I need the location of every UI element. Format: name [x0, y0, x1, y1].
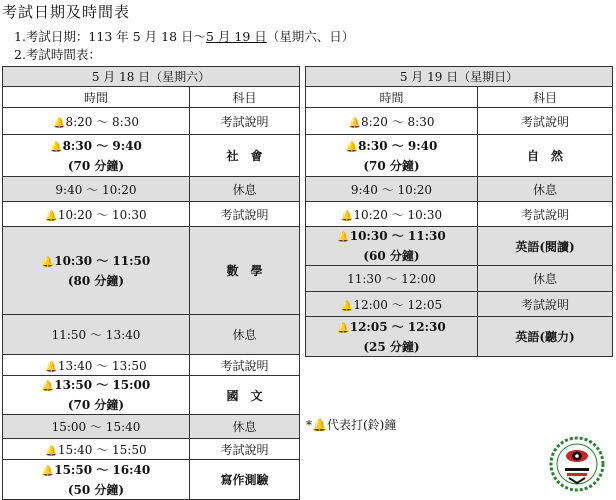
subject-cell: 考試說明 [478, 108, 613, 135]
duration: (70 分鐘) [363, 158, 420, 173]
subject-cell: 考試說明 [478, 202, 613, 227]
subject-cell: 寫作測驗 [190, 460, 300, 500]
subject-cell: 休息 [190, 177, 300, 202]
subject-cell: 休息 [478, 266, 613, 292]
bell-legend-note: *🔔代表打(鈴)鐘 [306, 418, 397, 432]
bell-icon: 🔔 [345, 141, 359, 153]
duration: (70 分鐘) [67, 398, 125, 412]
bell-icon: 🔔 [45, 210, 58, 222]
duration: (60 分鐘) [363, 249, 420, 263]
time-cell: 🔔12:05 ～ 12:30 (25 分鐘) [306, 317, 478, 357]
time-cell: 11:50 ～ 13:40 [3, 315, 190, 355]
exam-dates-prefix: 1.考試日期：113 年 5 月 18 日～ [14, 29, 207, 44]
time-cell: 🔔8:30 ～ 9:40 (70 分鐘) [306, 135, 478, 177]
subject-cell: 自 然 [478, 135, 613, 177]
column-header-subject: 科目 [190, 87, 300, 108]
subject-cell: 英語(閱讀) [478, 227, 613, 266]
time-cell: 🔔8:20 ～ 8:30 [306, 108, 478, 135]
exam-schedule-label: 2.考試時間表： [14, 47, 101, 62]
subject-cell: 考試說明 [190, 108, 300, 135]
time-cell: 🔔8:20 ～ 8:30 [3, 108, 190, 135]
bell-icon: 🔔 [41, 256, 55, 268]
subject-cell: 考試說明 [190, 439, 300, 460]
subject-cell: 休息 [190, 415, 300, 439]
bell-icon: 🔔 [337, 322, 350, 334]
day-header: 5 月 19 日（星期日） [306, 67, 613, 87]
time-cell: 🔔12:00 ～ 12:05 [306, 292, 478, 317]
bell-icon: 🔔 [41, 381, 55, 392]
bell-icon: 🔔 [41, 465, 55, 477]
time-cell: 🔔8:30 ～ 9:40 (70 分鐘) [3, 135, 190, 177]
column-header-subject: 科目 [478, 87, 613, 108]
bell-icon: 🔔 [348, 117, 361, 129]
time-cell: 🔔10:20 ～ 10:30 [306, 202, 478, 227]
exam-dates-weekdays: （星期六、日） [266, 29, 355, 44]
bell-icon: 🔔 [53, 117, 66, 129]
subject-cell: 考試說明 [190, 355, 300, 376]
time-cell: 🔔15:50 ～ 16:40 (50 分鐘) [3, 460, 190, 500]
subject-cell: 考試說明 [478, 292, 613, 317]
duration: (50 分鐘) [67, 482, 125, 497]
column-header-time: 時間 [306, 87, 478, 108]
subject-cell: 社 會 [190, 135, 300, 177]
subject-cell: 考試說明 [190, 202, 300, 227]
schedule-table-may18 [2, 66, 300, 500]
bell-icon: 🔔 [45, 445, 58, 457]
school-emblem-logo [548, 436, 606, 492]
time-cell: 🔔13:40 ～ 13:50 [3, 355, 190, 376]
bell-icon: 🔔 [340, 210, 354, 222]
subject-cell: 休息 [190, 315, 300, 355]
subject-cell: 英語(聽力) [478, 317, 613, 357]
subject-cell: 國 文 [190, 376, 300, 415]
schedule-table-may19 [305, 66, 613, 357]
page-title: 考試日期及時間表 [2, 3, 131, 21]
duration: (25 分鐘) [363, 339, 420, 354]
subject-cell: 數 學 [190, 227, 300, 315]
exam-dates-line [14, 27, 354, 45]
day-header: 5 月 18 日（星期六） [3, 67, 300, 87]
subject-cell: 休息 [478, 177, 613, 202]
column-header-time: 時間 [3, 87, 190, 108]
bell-icon: 🔔 [45, 361, 58, 373]
time-cell: 15:00 ～ 15:40 [3, 415, 190, 439]
time-cell: 9:40 ～ 10:20 [3, 177, 190, 202]
time-cell: 🔔10:20 ～ 10:30 [3, 202, 190, 227]
time-cell: 11:30 ～ 12:00 [306, 266, 478, 292]
duration: (80 分鐘) [67, 273, 125, 288]
time-cell: 🔔13:50 ～ 15:00 (70 分鐘) [3, 376, 190, 415]
bell-icon: 🔔 [50, 141, 63, 153]
duration: (70 分鐘) [67, 158, 125, 173]
bell-icon: 🔔 [337, 232, 350, 243]
time-cell: 🔔10:30 ～ 11:50 (80 分鐘) [3, 227, 190, 315]
exam-date-second: 5 月 19 日 [206, 29, 267, 44]
time-cell: 🔔10:30 ～ 11:30 (60 分鐘) [306, 227, 478, 266]
bell-icon: 🔔 [340, 300, 354, 312]
time-cell: 🔔15:40 ～ 15:50 [3, 439, 190, 460]
time-cell: 9:40 ～ 10:20 [306, 177, 478, 202]
